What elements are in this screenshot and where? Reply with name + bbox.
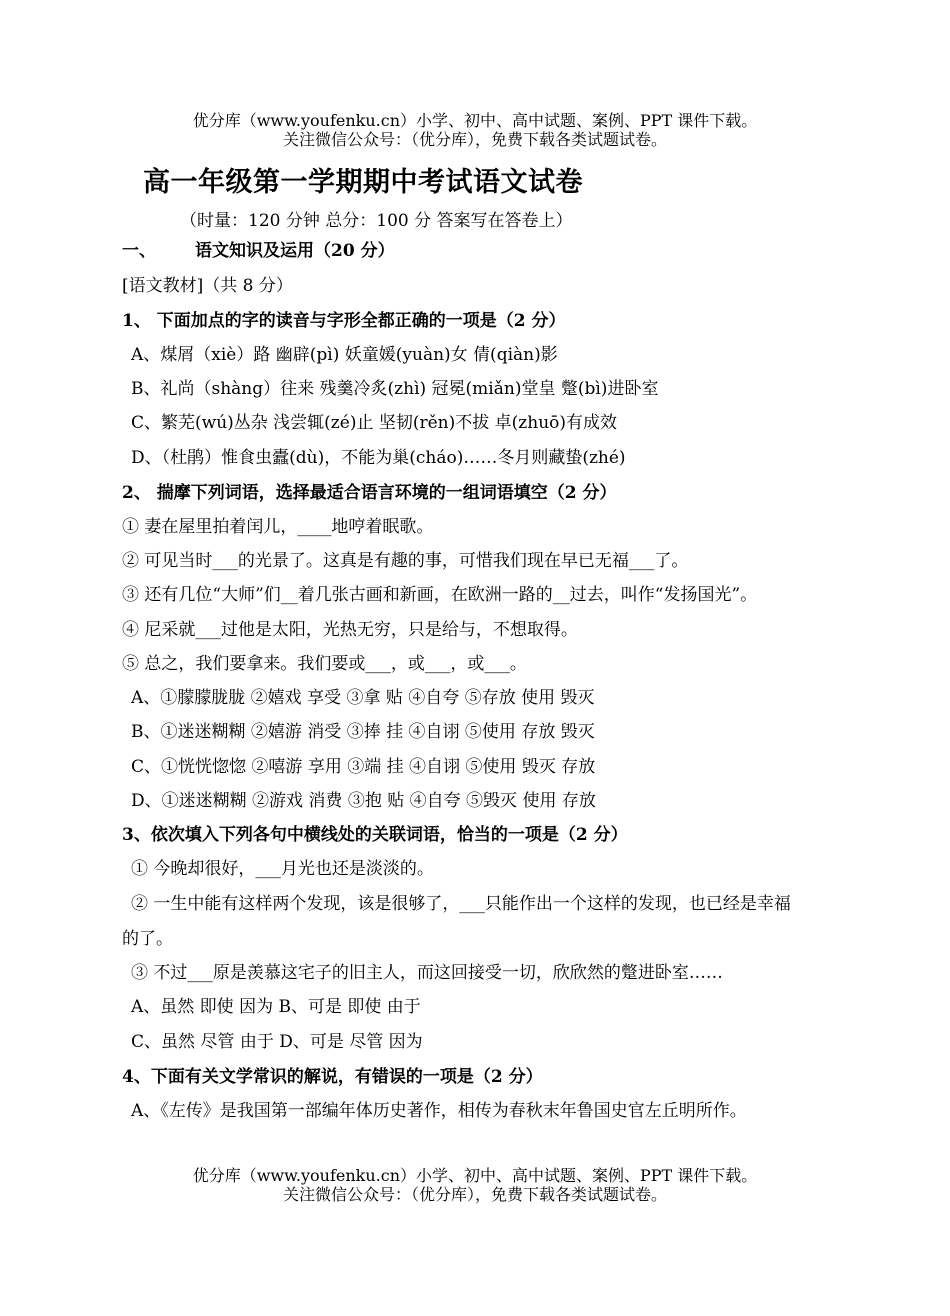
section-number: 一、 (122, 241, 156, 261)
q3-option-row-1: A、虽然 即使 因为 B、可是 即使 由于 (131, 997, 421, 1017)
q3-item-1: ① 今晚却很好，___月光也还是淡淡的。 (131, 859, 434, 879)
q2-option-a: A、①朦朦胧胧 ②嬉戏 享受 ③拿 贴 ④自夸 ⑤存放 使用 毁灭 (131, 688, 595, 708)
q2-item-3: ③ 还有几位“大师”们__着几张古画和新画，在欧洲一路的__过去，叫作“发扬国光”。 (122, 585, 758, 605)
q2-item-4: ④ 尼采就___过他是太阳，光热无穷，只是给与，不想取得。 (122, 620, 578, 640)
exam-subtitle: （时量：120 分钟 总分：100 分 答案写在答卷上） (180, 211, 573, 231)
q2-option-c: C、①恍恍惚惚 ②嘻游 享用 ③端 挂 ④自诩 ⑤使用 毁灭 存放 (131, 757, 596, 777)
page-header (0, 111, 950, 149)
q1-option-d: D、（杜鹃）惟食虫蠹(dù)，不能为巢(cháo)……冬月则藏蛰(zhé) (131, 448, 626, 468)
header-line-2: 关注微信公众号：（优分库），免费下载各类试题试卷。 (282, 130, 667, 149)
question-3-stem: 3、依次填入下列各句中横线处的关联词语，恰当的一项是（2 分） (122, 825, 628, 845)
q2-option-b: B、①迷迷糊糊 ②嬉游 消受 ③捧 挂 ④自诩 ⑤使用 存放 毁灭 (131, 722, 595, 742)
exam-title: 高一年级第一学期期中考试语文试卷 (143, 167, 583, 198)
q2-item-5: ⑤ 总之，我们要拿来。我们要或___，或___，或___。 (122, 654, 527, 674)
q1-option-a: A、煤屑（xiè）路 幽辟(pì) 妖童媛(yuàn)女 倩(qiàn)影 (131, 345, 558, 365)
question-2-stem: 2、 揣摩下列词语，选择最适合语言环境的一组词语填空（2 分） (122, 483, 617, 503)
q2-item-1: ① 妻在屋里拍着闰儿，____地哼着眠歌。 (122, 517, 434, 537)
question-1-stem: 1、 下面加点的字的读音与字形全都正确的一项是（2 分） (122, 311, 566, 331)
footer-line-2: 关注微信公众号：（优分库），免费下载各类试题试卷。 (282, 1185, 667, 1204)
header-line-1: 优分库（www.youfenku.cn）小学、初中、高中试题、案例、PPT 课件下载。 (192, 111, 758, 130)
q4-option-a: A、《左传》是我国第一部编年体历史著作，相传为春秋末年鲁国史官左丘明所作。 (131, 1101, 747, 1121)
q2-item-2: ② 可见当时___的光景了。这真是有趣的事，可惜我们现在早已无福___了。 (122, 551, 689, 571)
q3-option-row-2: C、虽然 尽管 由于 D、可是 尽管 因为 (131, 1032, 423, 1052)
question-4-stem: 4、下面有关文学常识的解说，有错误的一项是（2 分） (122, 1067, 543, 1087)
q1-option-c: C、繁芜(wú)丛杂 浅尝辄(zé)止 坚韧(rěn)不拔 卓(zhuō)有成效 (131, 413, 618, 433)
footer-line-1: 优分库（www.youfenku.cn）小学、初中、高中试题、案例、PPT 课件下载。 (192, 1166, 758, 1185)
q3-item-2: ② 一生中能有这样两个发现，该是很够了，___只能作出一个这样的发现，也已经是幸福 (131, 894, 791, 914)
subsection-label: [语文教材]（共 8 分） (122, 276, 293, 296)
q2-option-d: D、①迷迷糊糊 ②游戏 消费 ③抱 贴 ④自夸 ⑤毁灭 使用 存放 (131, 791, 596, 811)
q3-item-3: ③ 不过___原是羡慕这宅子的旧主人，而这回接受一切，欣欣然的蹩进卧室…… (131, 963, 723, 983)
section-heading: 语文知识及运用（20 分） (195, 241, 395, 261)
q1-option-b: B、礼尚（shàng）往来 残羹冷炙(zhì) 冠冕(miǎn)堂皇 蹩(bì)进卧室 (131, 379, 659, 399)
page-footer (0, 1166, 950, 1204)
q3-item-2-cont: 的了。 (122, 929, 173, 949)
